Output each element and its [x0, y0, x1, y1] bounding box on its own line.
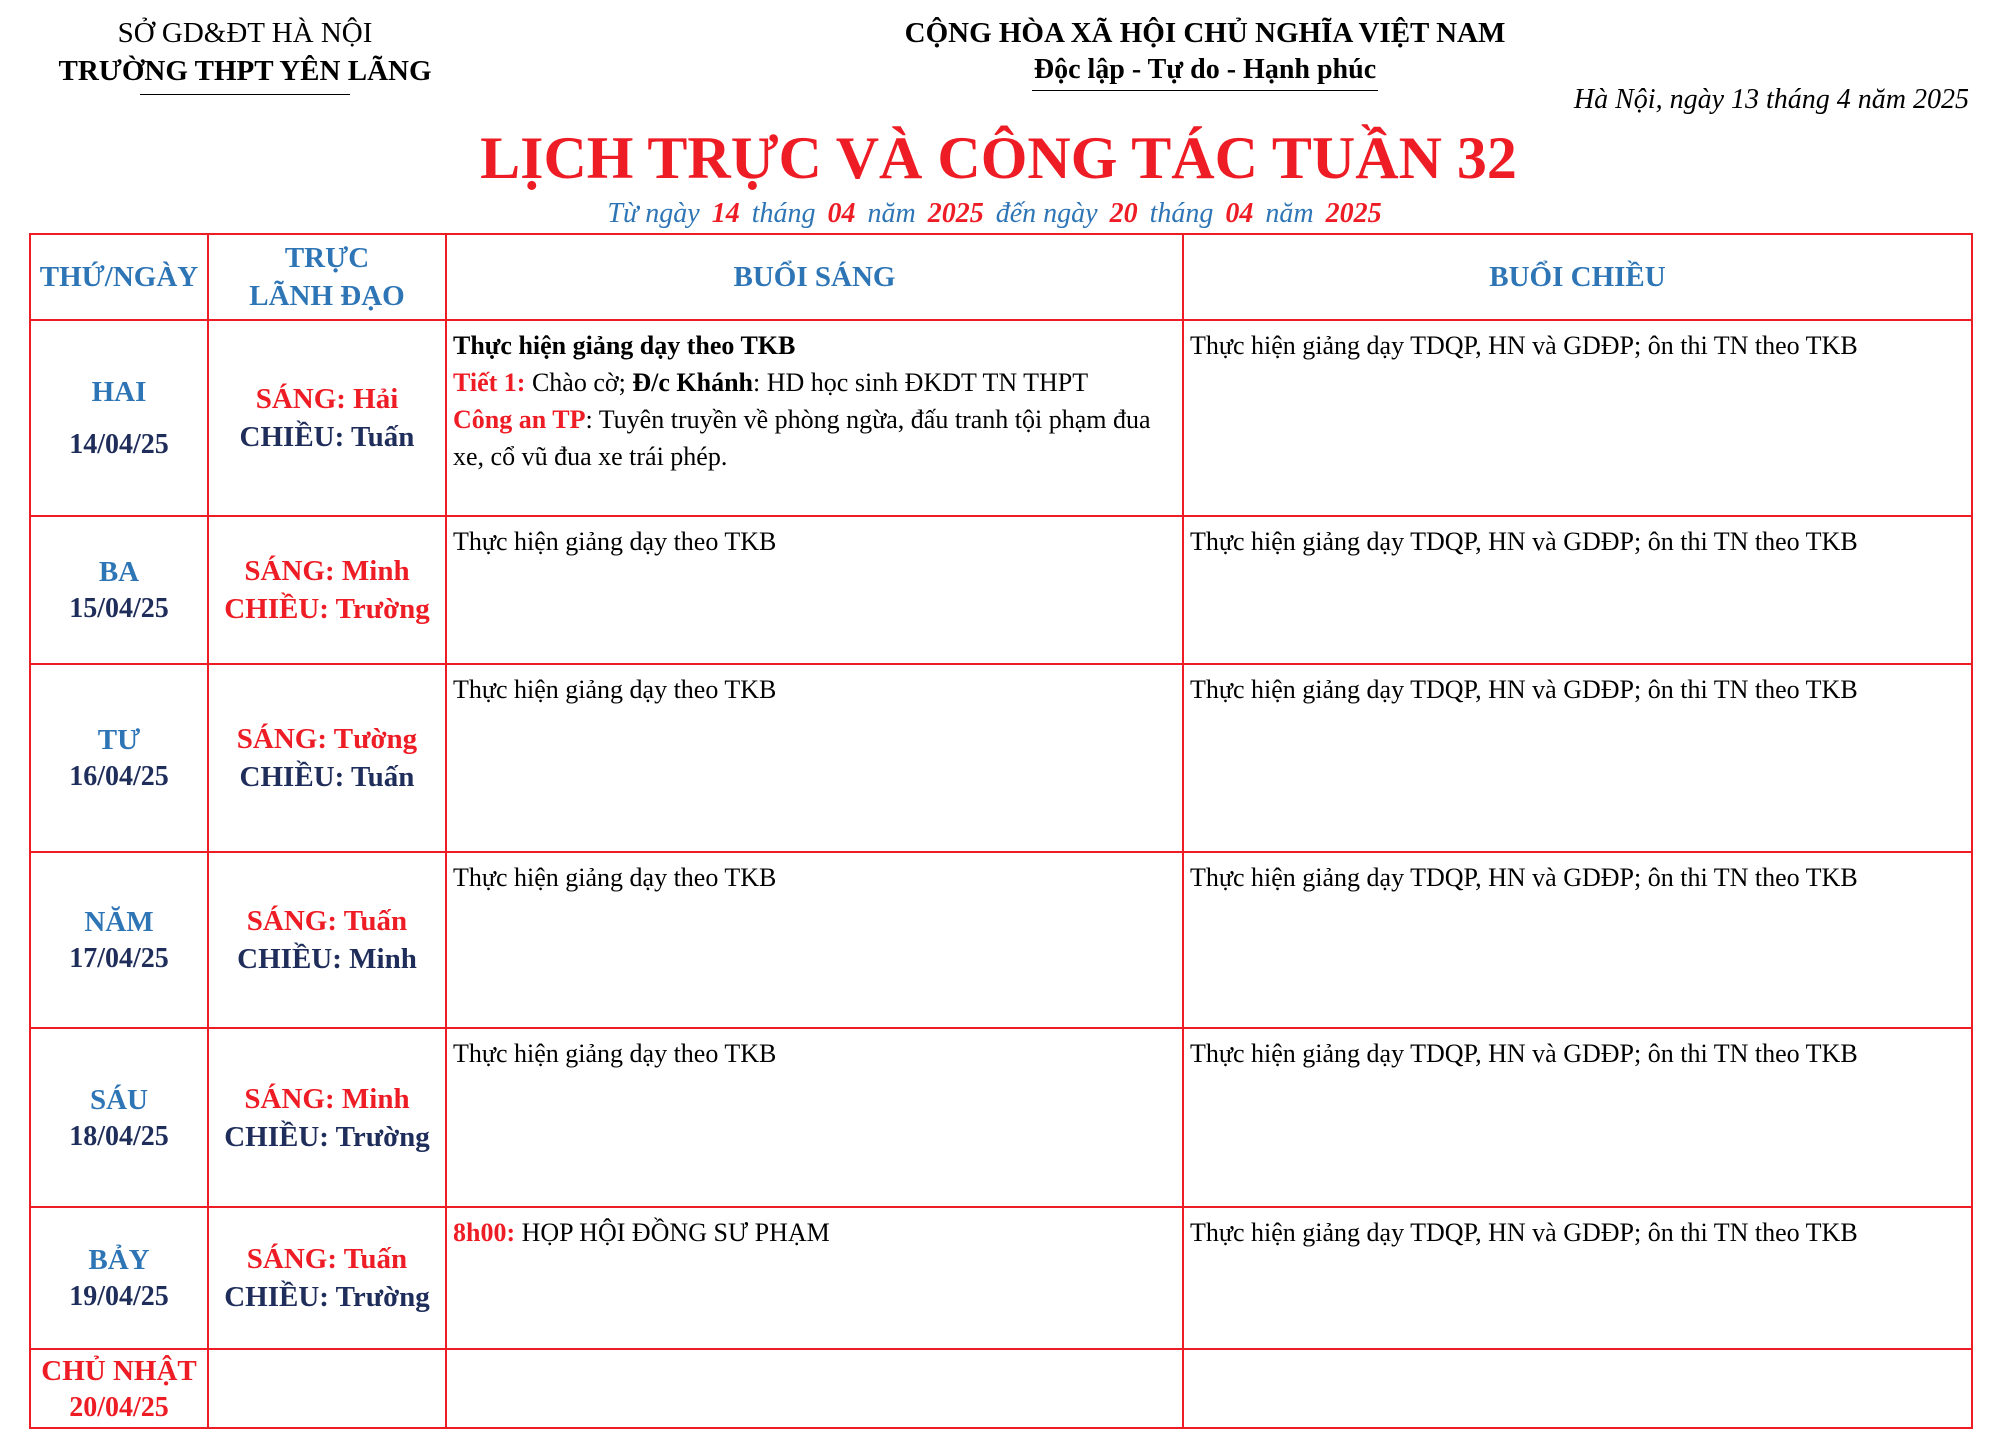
range-year-label-1: năm — [867, 198, 916, 229]
police-label: Công an TP — [453, 405, 586, 434]
morning-police — [453, 401, 1176, 475]
afternoon-activity: Thực hiện giảng dạy TDQP, HN và GDĐP; ôn thi TN theo TKB — [1183, 1028, 1972, 1207]
morning-tiet1 — [453, 364, 1176, 401]
afternoon-activity — [1183, 1349, 1972, 1428]
morning-activity — [446, 1207, 1183, 1349]
afternoon-activity: Thực hiện giảng dạy TDQP, HN và GDĐP; ôn thi TN theo TKB — [1183, 320, 1972, 516]
day-name: TƯ — [97, 724, 141, 756]
header-day: THỨ/NGÀY — [30, 234, 208, 320]
duty-morning: SÁNG: Minh — [244, 1082, 410, 1115]
country-name: CỘNG HÒA XÃ HỘI CHỦ NGHĨA VIỆT NAM — [904, 17, 1506, 49]
morning-activity: Thực hiện giảng dạy theo TKB — [446, 516, 1183, 664]
day-date: 15/04/25 — [69, 593, 169, 624]
header-duty-line1: TRỰC — [284, 242, 370, 274]
morning-activity — [446, 1349, 1183, 1428]
day-date: 19/04/25 — [69, 1281, 169, 1312]
duty-afternoon: CHIỀU: Trường — [224, 593, 430, 625]
header-morning: BUỔI SÁNG — [446, 234, 1183, 320]
range-from-year: 2025 — [927, 198, 984, 229]
table-row — [30, 1028, 1972, 1207]
day-cell — [30, 516, 208, 664]
morning-activity: Thực hiện giảng dạy theo TKB — [446, 852, 1183, 1028]
day-cell — [30, 1349, 208, 1428]
dc-khanh-label: Đ/c Khánh — [632, 368, 754, 397]
header-left — [0, 14, 490, 95]
duty-afternoon: CHIỀU: Tuấn — [239, 421, 415, 453]
range-month-label-2: tháng — [1149, 198, 1214, 229]
range-to-day: 20 — [1109, 198, 1138, 229]
day-name: BA — [98, 556, 140, 588]
page-title: LỊCH TRỰC VÀ CÔNG TÁC TUẦN 32 — [480, 125, 1517, 191]
table-header-row — [30, 234, 1972, 320]
duty-afternoon: CHIỀU: Minh — [237, 943, 417, 975]
day-name: HAI — [91, 376, 147, 408]
header-duty — [208, 234, 446, 320]
table-row — [30, 1207, 1972, 1349]
duty-morning: SÁNG: Tuấn — [246, 1243, 408, 1275]
duty-cell — [208, 1207, 446, 1349]
afternoon-activity: Thực hiện giảng dạy TDQP, HN và GDĐP; ôn thi TN theo TKB — [1183, 664, 1972, 852]
afternoon-activity: Thực hiện giảng dạy TDQP, HN và GDĐP; ôn thi TN theo TKB — [1183, 516, 1972, 664]
table-row — [30, 516, 1972, 664]
duty-cell — [208, 1028, 446, 1207]
date-range — [0, 198, 1997, 230]
duty-cell — [208, 664, 446, 852]
duty-cell — [208, 516, 446, 664]
issue-date: Hà Nội, ngày 13 tháng 4 năm 2025 — [1573, 84, 1969, 115]
range-to-year: 2025 — [1325, 198, 1382, 229]
tiet1-text: Chào cờ; — [525, 368, 633, 397]
tiet1-label: Tiết 1: — [453, 368, 526, 397]
day-date: 14/04/25 — [69, 429, 169, 460]
department-name: SỞ GD&ĐT HÀ NỘI — [117, 17, 373, 49]
day-name: SÁU — [89, 1083, 148, 1116]
morning-activity: Thực hiện giảng dạy theo TKB — [446, 1028, 1183, 1207]
day-cell — [30, 664, 208, 852]
meeting-text: HỌP HỘI ĐỒNG SƯ PHẠM — [515, 1218, 830, 1247]
motto: Độc lập - Tự do - Hạnh phúc — [1032, 52, 1378, 91]
duty-morning: SÁNG: Hải — [255, 383, 399, 415]
morning-activity: Thực hiện giảng dạy theo TKB — [446, 664, 1183, 852]
day-cell — [30, 852, 208, 1028]
duty-cell — [208, 320, 446, 516]
duty-morning: SÁNG: Tường — [236, 723, 418, 755]
school-name: TRƯỜNG THPT YÊN LÃNG — [58, 55, 432, 87]
schedule-table — [29, 233, 1973, 1429]
range-year-label-2: năm — [1265, 198, 1314, 229]
day-date: 18/04/25 — [69, 1120, 169, 1152]
morning-activity — [446, 320, 1183, 516]
duty-cell — [208, 852, 446, 1028]
range-from-month: 04 — [827, 198, 856, 229]
day-cell — [30, 1028, 208, 1207]
duty-afternoon: CHIỀU: Trường — [224, 1120, 430, 1153]
day-name: CHỦ NHẬT — [41, 1354, 197, 1387]
header-right — [780, 14, 1630, 91]
day-cell — [30, 1207, 208, 1349]
header-duty-line2: LÃNH ĐẠO — [249, 280, 405, 312]
day-name: NĂM — [84, 906, 154, 938]
header-afternoon: BUỔI CHIỀU — [1183, 234, 1972, 320]
day-date: 20/04/25 — [69, 1391, 169, 1423]
duty-morning: SÁNG: Tuấn — [246, 905, 408, 937]
police-text: : Tuyên truyền về phòng ngừa, đấu tranh tội phạm đua xe, cổ vũ đua xe trái phép. — [453, 405, 1151, 471]
day-date: 16/04/25 — [69, 761, 169, 792]
duty-afternoon: CHIỀU: Trường — [224, 1281, 430, 1313]
duty-cell — [208, 1349, 446, 1428]
day-name: BẢY — [88, 1244, 150, 1276]
day-date: 17/04/25 — [69, 943, 169, 974]
day-cell — [30, 320, 208, 516]
table-row — [30, 852, 1972, 1028]
range-to-month: 04 — [1225, 198, 1254, 229]
school-underline — [140, 94, 350, 95]
range-from-label: Từ ngày — [607, 198, 700, 229]
table-row — [30, 1349, 1972, 1428]
range-to-label: đến ngày — [995, 198, 1098, 229]
duty-afternoon: CHIỀU: Tuấn — [239, 761, 415, 793]
afternoon-activity: Thực hiện giảng dạy TDQP, HN và GDĐP; ôn thi TN theo TKB — [1183, 1207, 1972, 1349]
table-row — [30, 320, 1972, 516]
duty-morning: SÁNG: Minh — [244, 555, 410, 587]
afternoon-activity: Thực hiện giảng dạy TDQP, HN và GDĐP; ôn thi TN theo TKB — [1183, 852, 1972, 1028]
dc-khanh-text: : HD học sinh ĐKDT TN THPT — [753, 368, 1089, 397]
table-row — [30, 664, 1972, 852]
range-from-day: 14 — [711, 198, 740, 229]
meeting-time: 8h00: — [453, 1218, 516, 1247]
morning-main: Thực hiện giảng dạy theo TKB — [453, 331, 796, 360]
range-month-label-1: tháng — [751, 198, 816, 229]
